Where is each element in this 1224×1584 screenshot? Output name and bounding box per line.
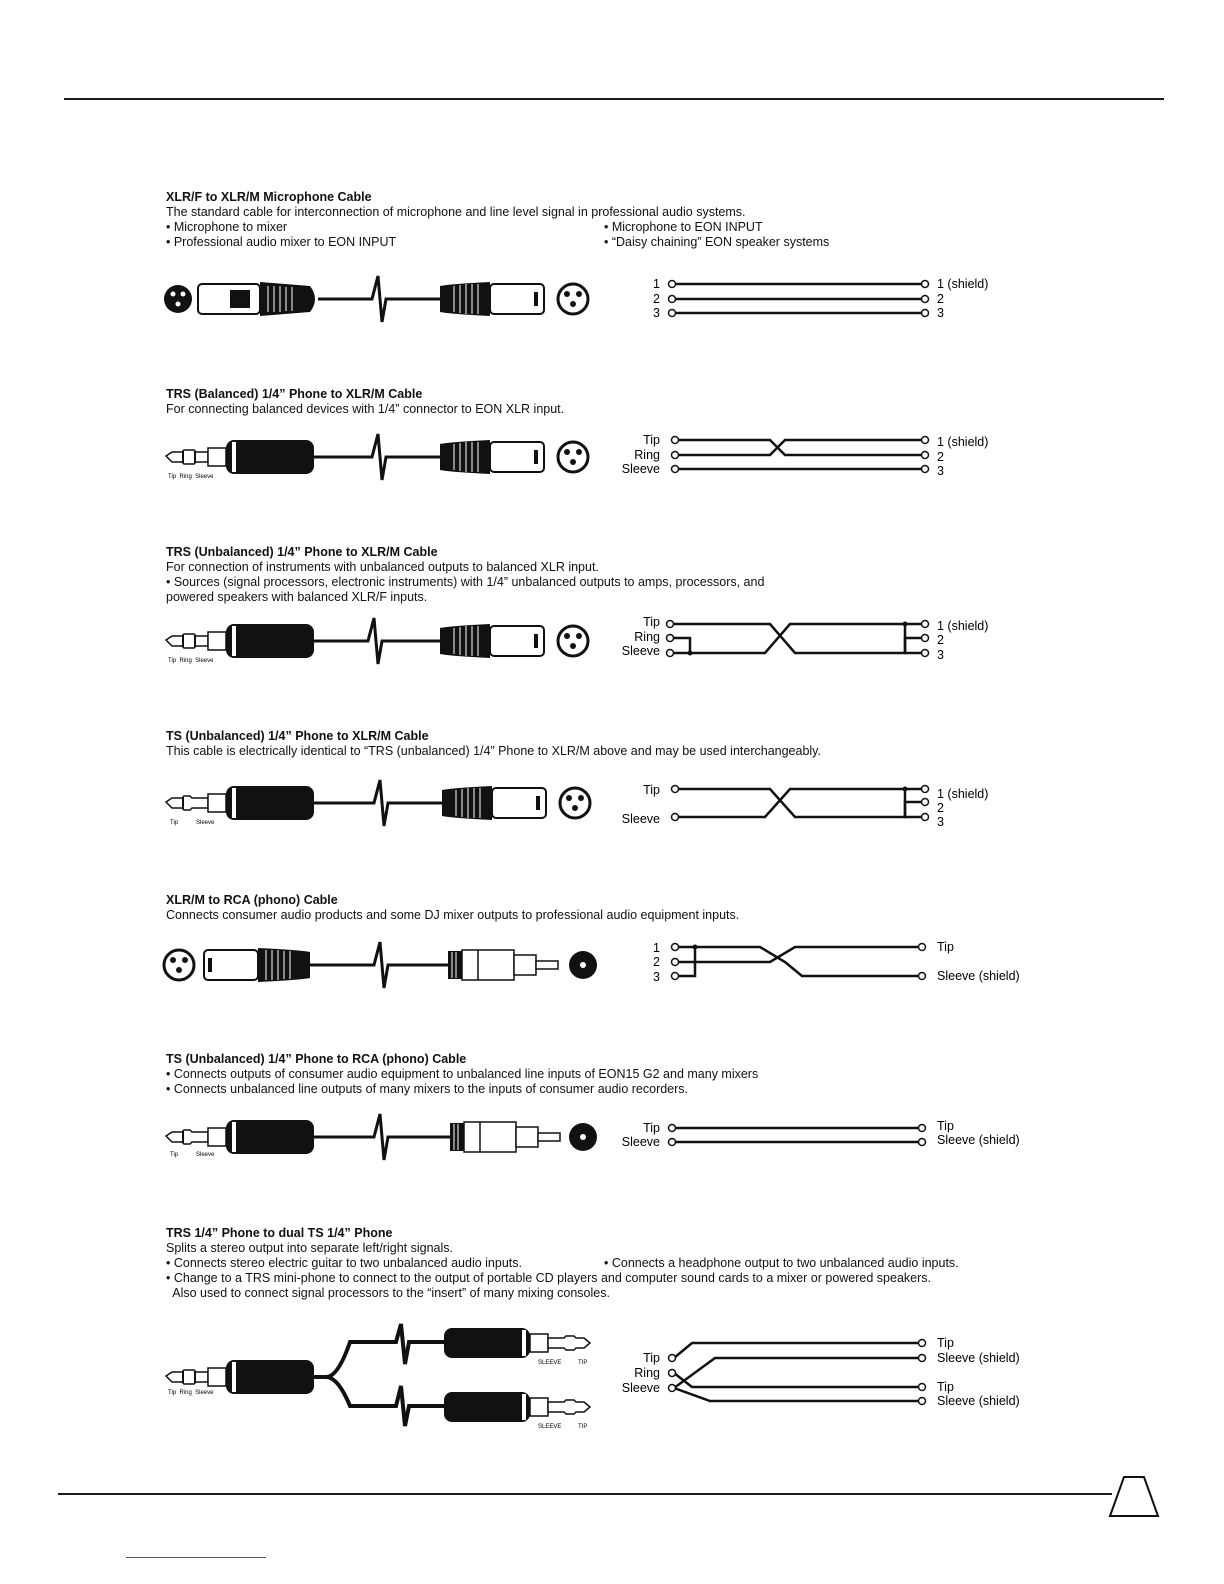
xlr-male-face-icon <box>558 442 588 472</box>
right-pin-label: 3 <box>937 648 944 662</box>
xlr-male-face-icon <box>558 626 588 656</box>
plug-contact-labels: Tip Ring Sleeve <box>168 1390 214 1396</box>
xlr-male-boot-icon <box>442 786 492 820</box>
xlr-xlr-wiring-diagram <box>640 274 1020 322</box>
left-pin-label: Sleeve <box>621 812 660 826</box>
page-number-tab <box>1108 1474 1160 1518</box>
section-trs-unbalanced-to-xlr <box>166 545 1066 605</box>
section-xlr-to-xlr <box>166 190 1066 250</box>
footer-link-underline[interactable] <box>126 1557 266 1558</box>
right-pin-label: Tip <box>937 940 954 954</box>
xlr-female-body-icon <box>198 284 260 314</box>
xlr-male-face-icon <box>558 284 588 314</box>
left-pin-label: 3 <box>653 970 660 984</box>
section-description: • Sources (signal processors, electronic instruments) with 1/4” unbalanced outputs to amps, processors, and <box>166 575 765 589</box>
left-pin-label: Ring <box>634 448 660 462</box>
left-pin-label: 3 <box>653 306 660 320</box>
xlr-male-boot-icon <box>440 282 490 316</box>
right-pin-label: 1 (shield) <box>937 277 989 291</box>
right-pin-label: 3 <box>937 306 944 320</box>
section-description: Connects consumer audio products and some DJ mixer outputs to professional audio equipment inputs. <box>166 908 740 922</box>
plug-sleeve-label: Sleeve <box>196 820 215 826</box>
bullet-list <box>166 1256 1066 1271</box>
section-title: TRS 1/4” Phone to dual TS 1/4” Phone <box>166 1226 393 1240</box>
bullet-item: • Connects a headphone output to two unbalanced audio inputs. <box>604 1256 959 1270</box>
left-pin-label: Tip <box>643 615 660 629</box>
left-pin-label: Tip <box>643 1121 660 1135</box>
plug-sleeve-label: Sleeve <box>196 1152 215 1158</box>
bullet-item: • Professional audio mixer to EON INPUT <box>166 235 397 249</box>
section-trs-balanced-to-xlr <box>166 387 1066 417</box>
left-pin-label: 2 <box>653 955 660 969</box>
section-ts-to-rca <box>166 1052 1066 1097</box>
ts-rca-cable-illustration <box>160 1110 600 1166</box>
right-pin-label: Sleeve (shield) <box>937 1351 1020 1365</box>
trs-balanced-wiring-diagram <box>600 430 1020 480</box>
bullet-item: • “Daisy chaining” EON speaker systems <box>604 235 830 249</box>
ts-xlr-cable-illustration <box>160 776 600 832</box>
left-pin-label: Tip <box>643 433 660 447</box>
right-pin-label: 1 (shield) <box>937 435 989 449</box>
right-pin-label: 3 <box>937 815 944 829</box>
section-title: TRS (Unbalanced) 1/4” Phone to XLR/M Cable <box>166 545 438 559</box>
trs-unbalanced-wiring-diagram <box>600 612 1020 664</box>
rca-plug-icon <box>448 950 558 980</box>
section-title: TS (Unbalanced) 1/4” Phone to RCA (phono) Cable <box>166 1052 467 1066</box>
xlr-male-face-icon <box>164 950 194 980</box>
right-pin-label: Sleeve (shield) <box>937 1133 1020 1147</box>
trs-xlr-cable-illustration <box>160 430 600 486</box>
xlr-male-boot-icon <box>440 440 490 474</box>
right-pin-label: 3 <box>937 464 944 478</box>
top-rule <box>64 98 1164 100</box>
left-pin-label: Sleeve <box>621 644 660 658</box>
xlr-male-face-icon <box>560 788 590 818</box>
xlr-rca-wiring-diagram <box>640 938 1040 988</box>
left-pin-label: 2 <box>653 292 660 306</box>
section-title: XLR/F to XLR/M Microphone Cable <box>166 190 372 204</box>
right-pin-label: Sleeve (shield) <box>937 1394 1020 1408</box>
trs-unbal-xlr-cable-illustration <box>160 614 600 670</box>
section-description: powered speakers with balanced XLR/F inputs. <box>166 590 428 604</box>
section-title: XLR/M to RCA (phono) Cable <box>166 893 338 907</box>
section-description: For connecting balanced devices with 1/4” connector to EON XLR input. <box>166 402 565 416</box>
right-pin-label: 2 <box>937 633 944 647</box>
section-description: Splits a stereo output into separate left/right signals. <box>166 1241 453 1255</box>
bullet-item: • Microphone to mixer <box>166 220 288 234</box>
right-pin-label: Tip <box>937 1119 954 1133</box>
right-pin-label: 1 (shield) <box>937 787 989 801</box>
plug-contact-labels: Tip Ring Sleeve <box>168 658 214 664</box>
section-description: Also used to connect signal processors to the “insert” of many mixing consoles. <box>166 1286 610 1300</box>
right-pin-label: Tip <box>937 1380 954 1394</box>
section-ts-to-xlr <box>166 729 1066 759</box>
plug-tip-label: Tip <box>170 820 179 826</box>
section-description: For connection of instruments with unbalanced outputs to balanced XLR input. <box>166 560 599 574</box>
section-title: TS (Unbalanced) 1/4” Phone to XLR/M Cable <box>166 729 429 743</box>
bullet-item: • Microphone to EON INPUT <box>604 220 763 234</box>
xlr-male-boot-icon <box>440 624 490 658</box>
plug-tip-label: Tip <box>170 1152 179 1158</box>
section-trs-to-dual-ts <box>166 1226 1066 1301</box>
ts-xlr-wiring-diagram <box>600 780 1020 832</box>
ts-tip-label: TIP <box>578 1424 588 1430</box>
right-pin-label: 2 <box>937 801 944 815</box>
left-pin-label: Tip <box>643 1351 660 1365</box>
right-pin-label: 2 <box>937 292 944 306</box>
ts-tip-label: TIP <box>578 1360 588 1366</box>
section-xlr-to-rca <box>166 893 1066 923</box>
left-pin-label: Tip <box>643 783 660 797</box>
left-pin-label: Sleeve <box>621 462 660 476</box>
section-description: • Connects unbalanced line outputs of many mixers to the inputs of consumer audio recorders. <box>166 1082 689 1096</box>
bullet-list <box>166 220 1066 250</box>
section-description: • Connects outputs of consumer audio equipment to unbalanced line inputs of EON15 G2 and many mixers <box>166 1067 759 1081</box>
trs-dual-ts-wiring-diagram <box>600 1334 1030 1410</box>
ts-sleeve-label: SLEEVE <box>538 1424 562 1430</box>
ts-sleeve-label: SLEEVE <box>538 1360 562 1366</box>
section-description: • Change to a TRS mini-phone to connect to the output of portable CD players and computer sound cards to a mixer or powered speakers. <box>166 1271 931 1285</box>
xlr-male-body-icon <box>204 950 258 980</box>
left-pin-label: Sleeve <box>621 1381 660 1395</box>
bullet-item: • Connects stereo electric guitar to two unbalanced audio inputs. <box>166 1256 522 1270</box>
xlr-xlr-cable-illustration <box>160 272 600 328</box>
left-pin-label: Ring <box>634 630 660 644</box>
section-description: This cable is electrically identical to “TRS (unbalanced) 1/4” Phone to XLR/M above and may be used interchangeably. <box>166 744 821 758</box>
left-pin-label: 1 <box>653 277 660 291</box>
trs-dual-ts-cable-illustration <box>160 1320 600 1430</box>
section-title: TRS (Balanced) 1/4” Phone to XLR/M Cable <box>166 387 423 401</box>
right-pin-label: 2 <box>937 450 944 464</box>
right-pin-label: Tip <box>937 1336 954 1350</box>
right-pin-label: 1 (shield) <box>937 619 989 633</box>
right-pin-label: Sleeve (shield) <box>937 969 1020 983</box>
xlr-rca-cable-illustration <box>160 938 600 994</box>
xlr-female-face-icon <box>164 285 192 313</box>
trs-plug-icon <box>166 440 314 474</box>
plug-contact-labels: Tip Ring Sleeve <box>168 474 214 480</box>
left-pin-label: 1 <box>653 941 660 955</box>
ts-rca-wiring-diagram <box>600 1116 1030 1152</box>
left-pin-label: Ring <box>634 1366 660 1380</box>
bottom-rule <box>58 1493 1112 1495</box>
left-pin-label: Sleeve <box>621 1135 660 1149</box>
section-description: The standard cable for interconnection of microphone and line level signal in professional audio systems. <box>166 205 746 219</box>
